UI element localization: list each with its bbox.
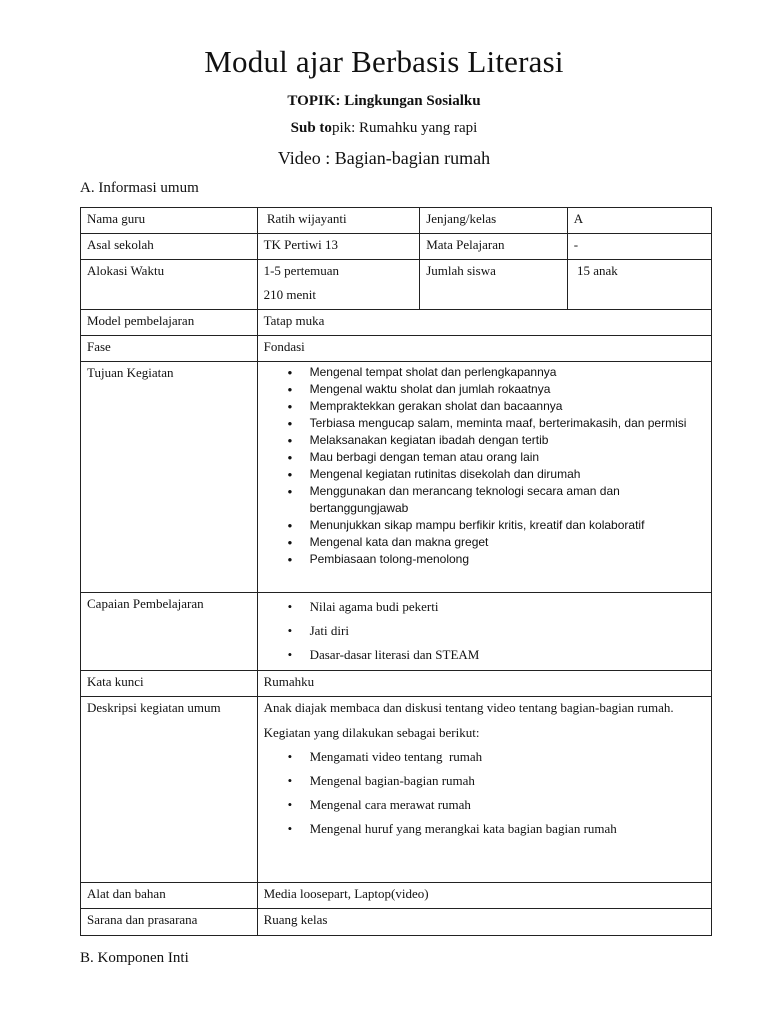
value-cell bbox=[257, 260, 420, 310]
list-item: • Menunjukkan sikap mampu berfikir kritis, kreatif dan kolaboratif bbox=[310, 517, 706, 534]
list-item: • Terbiasa mengucap salam, meminta maaf, berterimakasih, dan permisi bbox=[310, 415, 706, 432]
value-cell bbox=[257, 593, 711, 671]
value-cell bbox=[257, 697, 711, 883]
table-row bbox=[81, 208, 712, 234]
label-cell: Asal sekolah bbox=[81, 234, 258, 260]
label-cell: Model pembelajaran bbox=[81, 310, 258, 336]
label-cell: Sarana dan prasarana bbox=[81, 909, 258, 936]
list-item: • Nilai agama budi pekerti bbox=[310, 595, 706, 619]
list-item: • Mengenal bagian-bagian rumah bbox=[310, 769, 706, 793]
table-row bbox=[81, 593, 712, 671]
capaian-list bbox=[264, 595, 706, 667]
section-a-heading: A. Informasi umum bbox=[80, 180, 199, 196]
subtopic-heading bbox=[0, 120, 768, 137]
label-cell: Mata Pelajaran bbox=[420, 234, 568, 260]
list-item: • Melaksanakan kegiatan ibadah dengan tertib bbox=[310, 432, 706, 449]
value-cell: - bbox=[567, 234, 711, 260]
subtopic-rest: pik: Rumahku yang rapi bbox=[331, 120, 478, 136]
label-cell: Fase bbox=[81, 336, 258, 362]
value-cell: TK Pertiwi 13 bbox=[257, 234, 420, 260]
table-row bbox=[81, 909, 712, 936]
value-cell: Ratih wijayanti bbox=[257, 208, 420, 234]
list-item: • Dasar-dasar literasi dan STEAM bbox=[310, 643, 706, 667]
label-cell: Nama guru bbox=[81, 208, 258, 234]
list-item: • Mengenal tempat sholat dan perlengkapannya bbox=[310, 364, 706, 381]
label-cell: Jenjang/kelas bbox=[420, 208, 568, 234]
video-heading: Video : Bagian-bagian rumah bbox=[277, 148, 491, 168]
label-cell: Jumlah siswa bbox=[420, 260, 568, 310]
general-info-table bbox=[80, 207, 712, 936]
table-row bbox=[81, 671, 712, 697]
topic-heading: TOPIK: Lingkungan Sosialku bbox=[287, 93, 481, 109]
table-row bbox=[81, 310, 712, 336]
list-item: • Mengenal waktu sholat dan jumlah rokaatnya bbox=[310, 381, 706, 398]
value-cell: 15 anak bbox=[567, 260, 711, 310]
subtopic-bold: Sub to bbox=[290, 120, 332, 136]
label-cell: Deskripsi kegiatan umum bbox=[81, 697, 258, 883]
list-item: • Jati diri bbox=[310, 619, 706, 643]
deskripsi-list bbox=[264, 745, 706, 841]
list-item: • Mengenal cara merawat rumah bbox=[310, 793, 706, 817]
list-item: • Mempraktekkan gerakan sholat dan bacaannya bbox=[310, 398, 706, 415]
label-cell: Capaian Pembelajaran bbox=[81, 593, 258, 671]
table-row bbox=[81, 697, 712, 883]
list-item: • Mengenal huruf yang merangkai kata bagian bagian rumah bbox=[310, 817, 706, 841]
list-item: • Pembiasaan tolong-menolong bbox=[310, 551, 706, 568]
label-cell: Kata kunci bbox=[81, 671, 258, 697]
table-row bbox=[81, 336, 712, 362]
deskripsi-intro: Kegiatan yang dilakukan sebagai berikut: bbox=[263, 725, 480, 740]
value-cell: Fondasi bbox=[257, 336, 711, 362]
label-cell: Alokasi Waktu bbox=[81, 260, 258, 310]
table-row bbox=[81, 883, 712, 909]
value-cell: Ruang kelas bbox=[257, 909, 711, 936]
alokasi-line-1: 1-5 pertemuan bbox=[263, 263, 340, 278]
value-cell: A bbox=[567, 208, 711, 234]
list-item: • Mengenal kata dan makna greget bbox=[310, 534, 706, 551]
list-item: • Mau berbagi dengan teman atau orang lain bbox=[310, 449, 706, 466]
alokasi-line-2: 210 menit bbox=[263, 287, 316, 302]
table-row bbox=[81, 234, 712, 260]
value-cell: Media loosepart, Laptop(video) bbox=[257, 883, 711, 909]
tujuan-list bbox=[264, 364, 706, 568]
deskripsi-paragraph: Anak diajak membaca dan diskusi tentang video tentang bagian-bagian rumah. bbox=[263, 700, 674, 715]
list-item: • Mengenal kegiatan rutinitas disekolah dan dirumah bbox=[310, 466, 706, 483]
value-cell bbox=[257, 362, 711, 593]
list-item: • Mengamati video tentang rumah bbox=[310, 745, 706, 769]
label-cell: Tujuan Kegiatan bbox=[81, 362, 258, 593]
value-cell: Tatap muka bbox=[257, 310, 711, 336]
table-row bbox=[81, 362, 712, 593]
list-item: • Menggunakan dan merancang teknologi secara aman dan bertanggungjawab bbox=[310, 483, 706, 517]
label-cell: Alat dan bahan bbox=[81, 883, 258, 909]
value-cell: Rumahku bbox=[257, 671, 711, 697]
section-b-heading: B. Komponen Inti bbox=[80, 950, 189, 966]
document-title: Modul ajar Berbasis Literasi bbox=[204, 44, 564, 79]
table-row bbox=[81, 260, 712, 310]
